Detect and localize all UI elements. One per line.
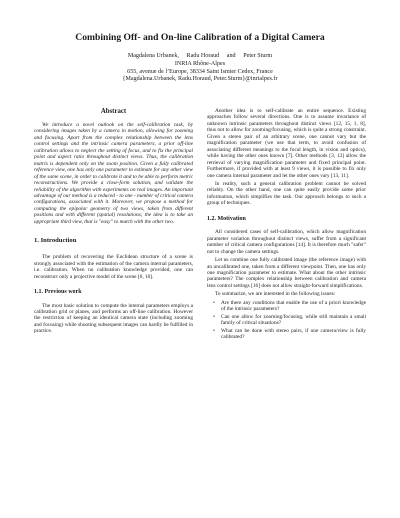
author-block	[34, 53, 366, 84]
introduction-text: The problem of recovering the Euclidean structure of a scene is strongly associated with the estimation of the camera internal parameters, i.e. calibration. When no calibration knowledge provided, one can reconstruct only a projective model of the scene [6, 10].	[34, 254, 193, 280]
right-column	[207, 108, 366, 342]
abstract-text: We introduce a novel outlook on the self-calibration task, by considering images taken by a camera in motion, allowing for zooming and focusing. Apart from the complex relationship between the lens control settings and the intrinsic camera parameters, a prior off-line calibration allows to neglect the setting of focus, and to fix the principal point and aspect ratio throughout distinct views. Thus, the calibration matrix is dependent only on the zoom position. Given a fully calibrated reference view, one has only one parameter to estimate for any other view of the same scene, in order to calibrate it and to be able to perform metric reconstructions. We provide a close-form solution, and validate the reliability of the algorithm with experiments on real images. An important advantage of our method is a reduced - to one - number of critical camera configurations, associated with it. Moreover, we propose a method for computing the epipolar geometry of two views, taken from different positions and with different (spatial) resolutions; the idea is to take an appropriate third view, that is "easy" to match with the other two.	[34, 122, 193, 225]
previous-work-heading: 1.1. Previous work	[34, 289, 82, 296]
paper-title: Combining Off- and On-line Calibration of a Digital Camera	[75, 32, 325, 43]
two-column-body	[34, 108, 366, 342]
list-item: • What can be done with stereo pairs, if one camera/view is fully calibrated?	[221, 328, 366, 341]
previous-work-paragraph-2: Another idea is to self-calibrate an entire sequence. Existing approaches follow several directions. One is to assume invariance of unknown intrinsic parameters throughout distinct views [12, 15, 1, 8], thus not to allow for zooming/focusing, which is quite a strong constraint. Given a stereo pair of an arbitrary scene, one cannot vary but the magnification parameter (we use that term, to avoid confusion of associating different meanings to the focal length, in vision and optics), while having the other ones known [7]. Other methods [3, 13] allow the retrieval of varying magnification parameter and fixed principal point. Furthermore, if provided with at least 9 views, it is possible to fix only one camera internal parameter and let the other ones vary [13, 11].	[207, 108, 366, 179]
list-item: • Can one allow for zooming/focusing, while still maintain a small family of critical situations?	[221, 314, 366, 327]
motivation-paragraph-3: To summarize, we are interested in the following issues:	[215, 291, 336, 298]
author-names: Magdalena Urbanek, Radu Horaud and Peter Sturm	[127, 53, 273, 59]
motivation-paragraph-2: Let us combine one fully calibrated image (the reference image) with an uncalibrated one, taken from a different viewpoint. Then, one has only one magnification parameter to estimate. What about the other intrinsic parameters? The complex relationship between calibration and camera lens control settings [16] does not allow straight-forward simplifications.	[207, 257, 366, 289]
address: 655, avenue de l’Europe, 38334 Saint Ismier Cedex, France	[127, 68, 273, 75]
motivation-paragraph-1: All considered cases of self-calibration, which allow magnification parameter variation throughout distinct views, suffer from a significant number of critical camera configurations [14]. It is therefore much "safer" not to change the camera settings.	[207, 229, 366, 255]
left-column	[34, 108, 193, 342]
institution: INRIA Rhône-Alpes	[174, 60, 226, 67]
introduction-heading: 1. Introduction	[34, 237, 77, 245]
previous-work-paragraph-3: In reality, such a general calibration problem cannot be solved reliably. On the other hand, one can quite easily provide some prior information, which simplifies the task. Our approach belongs to such a group of techniques.	[207, 180, 366, 207]
previous-work-text: The most basic solution to compute the internal parameters employs a calibration grid or planes, and performs an off-line calibration. However the restriction of keeping an identical camera state (including zooming and focusing) while shooting subsequent images can hardly be fulfilled in practice.	[34, 302, 193, 335]
author-emails: {Magdalena.Urbanek, Radu.Horaud, Peter.Sturm}@inrialpes.fr	[122, 76, 278, 83]
abstract-heading: Abstract	[100, 108, 127, 115]
list-item: • Are there any conditions that enable the use of a priori knowledge of the intrinsic parameters?	[221, 300, 366, 313]
motivation-bullet-list	[207, 300, 366, 341]
motivation-heading: 1.2. Motivation	[207, 215, 246, 222]
